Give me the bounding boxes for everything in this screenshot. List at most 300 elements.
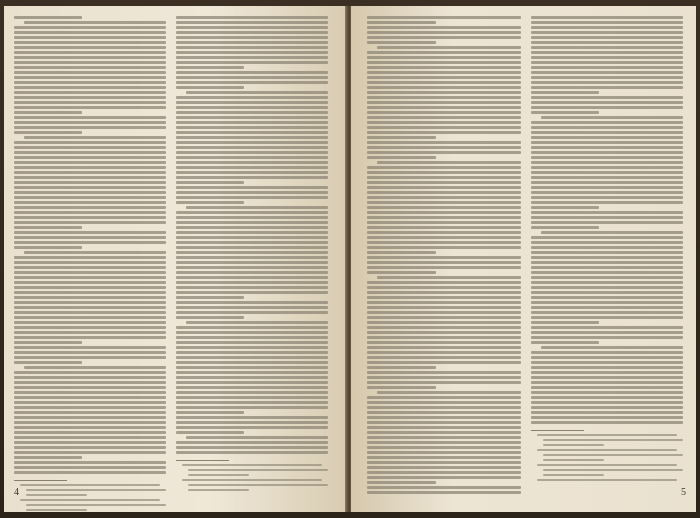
text-line (176, 216, 328, 219)
text-line (176, 416, 328, 419)
right-page-column-1 (367, 16, 521, 486)
text-line (367, 361, 521, 364)
text-line (14, 401, 166, 404)
text-line (176, 286, 328, 289)
text-line (367, 476, 521, 479)
text-line (14, 371, 166, 374)
text-line (531, 51, 683, 54)
text-line (531, 156, 683, 159)
text-line (367, 466, 521, 469)
text-line (176, 366, 328, 369)
text-line (367, 181, 521, 184)
text-line (531, 371, 683, 374)
text-line (367, 486, 521, 489)
text-line (176, 131, 328, 134)
text-line (14, 146, 166, 149)
text-line (14, 51, 166, 54)
text-line (531, 316, 683, 319)
text-line (176, 86, 244, 89)
text-line (14, 56, 166, 59)
text-line (14, 81, 166, 84)
text-line (176, 21, 328, 24)
text-line (176, 311, 328, 314)
text-line (14, 276, 166, 279)
text-line (367, 311, 521, 314)
text-line (531, 236, 683, 239)
text-line (14, 241, 166, 244)
text-line (176, 16, 328, 19)
text-line (367, 331, 521, 334)
left-page-column-2 (176, 16, 328, 486)
text-line (14, 206, 166, 209)
text-line (531, 86, 683, 89)
text-line (14, 36, 166, 39)
text-line (176, 391, 328, 394)
text-line (176, 411, 244, 414)
text-line (14, 141, 166, 144)
text-line (14, 286, 166, 289)
text-line (367, 96, 521, 99)
text-line (541, 346, 683, 349)
text-line (367, 416, 521, 419)
text-line (176, 166, 328, 169)
text-line (531, 76, 683, 79)
text-line (367, 196, 521, 199)
text-line (14, 71, 166, 74)
text-line (367, 351, 521, 354)
text-line (176, 176, 328, 179)
text-line (14, 271, 166, 274)
text-line (531, 111, 599, 114)
footnote-line (188, 489, 249, 491)
text-line (176, 56, 328, 59)
text-line (367, 461, 521, 464)
text-line (176, 101, 328, 104)
text-line (531, 286, 683, 289)
text-line (176, 71, 328, 74)
text-line (14, 101, 166, 104)
text-line (367, 191, 521, 194)
text-line (14, 106, 166, 109)
text-line (367, 441, 521, 444)
text-line (14, 61, 166, 64)
footnote-line (188, 484, 328, 486)
text-line (14, 441, 166, 444)
text-line (367, 371, 521, 374)
text-line (14, 261, 166, 264)
text-line (14, 221, 166, 224)
text-line (367, 446, 521, 449)
text-line (531, 386, 683, 389)
text-line (367, 201, 521, 204)
text-line (531, 421, 683, 424)
text-line (14, 461, 166, 464)
text-line (176, 381, 328, 384)
text-line (531, 196, 683, 199)
text-line (176, 376, 328, 379)
text-line (14, 421, 166, 424)
text-line (367, 431, 521, 434)
text-line (176, 326, 328, 329)
text-line (14, 16, 82, 19)
text-line (367, 126, 521, 129)
text-line (531, 401, 683, 404)
text-line (367, 401, 521, 404)
text-line (531, 391, 683, 394)
text-line (531, 416, 683, 419)
text-line (367, 291, 521, 294)
text-line (531, 216, 683, 219)
text-line (176, 256, 328, 259)
left-page-number: 4 (14, 487, 19, 498)
text-line (531, 56, 683, 59)
text-line (186, 321, 328, 324)
text-line (367, 406, 521, 409)
text-line (176, 46, 328, 49)
text-line (176, 251, 328, 254)
text-line (531, 181, 683, 184)
text-line (367, 301, 521, 304)
text-line (176, 146, 328, 149)
text-line (14, 196, 166, 199)
text-line (14, 321, 166, 324)
text-line (367, 106, 521, 109)
text-line (531, 186, 683, 189)
text-line (367, 286, 521, 289)
text-line (367, 141, 521, 144)
text-line (14, 91, 166, 94)
text-line (367, 171, 521, 174)
text-line (367, 16, 521, 19)
text-line (176, 236, 328, 239)
text-line (531, 251, 683, 254)
footnote-line (20, 484, 160, 486)
text-line (367, 366, 436, 369)
text-line (531, 166, 683, 169)
text-line (531, 176, 683, 179)
text-line (14, 411, 166, 414)
text-line (531, 261, 683, 264)
text-line (531, 16, 683, 19)
text-line (176, 186, 328, 189)
text-line (176, 371, 328, 374)
text-line (14, 431, 166, 434)
footnote-line (537, 434, 677, 436)
footnote-line (543, 474, 604, 476)
text-line (531, 61, 683, 64)
text-line (531, 211, 683, 214)
text-line (14, 171, 166, 174)
text-line (176, 96, 328, 99)
footnote-line (182, 479, 322, 481)
footnote-line (26, 509, 87, 511)
footnote-rule (176, 460, 229, 461)
text-line (367, 156, 436, 159)
text-line (531, 221, 683, 224)
text-line (14, 356, 166, 359)
text-line (14, 76, 166, 79)
text-line (531, 26, 683, 29)
text-line (531, 66, 683, 69)
text-line (367, 41, 436, 44)
text-line (367, 151, 521, 154)
text-line (14, 111, 82, 114)
text-line (14, 331, 166, 334)
text-line (14, 201, 166, 204)
text-line (176, 386, 328, 389)
text-line (14, 376, 166, 379)
text-line (176, 106, 328, 109)
text-line (176, 406, 328, 409)
text-line (14, 226, 82, 229)
text-line (531, 336, 683, 339)
text-line (531, 31, 683, 34)
text-line (14, 416, 166, 419)
text-line (14, 131, 82, 134)
text-line (176, 426, 328, 429)
text-line (14, 471, 166, 474)
text-line (176, 171, 328, 174)
text-line (14, 381, 166, 384)
text-line (531, 406, 683, 409)
text-line (367, 326, 521, 329)
text-line (176, 276, 328, 279)
text-line (186, 91, 328, 94)
text-line (14, 236, 166, 239)
footnote-line (20, 499, 160, 501)
text-line (176, 126, 328, 129)
text-line (367, 26, 521, 29)
right-page-number: 5 (681, 487, 686, 498)
text-line (367, 491, 521, 494)
text-line (531, 191, 683, 194)
text-line (367, 336, 521, 339)
text-line (367, 21, 436, 24)
text-line (367, 81, 521, 84)
text-line (14, 231, 166, 234)
text-line (531, 151, 683, 154)
text-line (367, 346, 521, 349)
text-line (14, 211, 166, 214)
footnote-line (26, 494, 87, 496)
text-line (531, 306, 683, 309)
text-line (531, 356, 683, 359)
text-line (14, 426, 166, 429)
text-line (367, 56, 521, 59)
footnote-line (26, 504, 166, 506)
text-line (14, 456, 82, 459)
text-line (176, 31, 328, 34)
text-line (367, 451, 521, 454)
text-line (367, 261, 521, 264)
text-line (377, 161, 521, 164)
text-line (176, 61, 328, 64)
right-page (351, 6, 696, 512)
text-line (14, 291, 166, 294)
text-line (14, 386, 166, 389)
text-line (367, 271, 436, 274)
text-line (14, 46, 166, 49)
text-line (176, 141, 328, 144)
text-line (531, 36, 683, 39)
text-line (176, 441, 328, 444)
text-line (14, 126, 166, 129)
footnote-line (182, 464, 322, 466)
text-line (531, 226, 599, 229)
text-line (367, 481, 436, 484)
text-line (176, 51, 328, 54)
text-line (531, 106, 683, 109)
text-line (367, 186, 521, 189)
text-line (176, 66, 244, 69)
text-line (367, 166, 521, 169)
text-line (14, 166, 166, 169)
footnote-line (543, 459, 604, 461)
text-line (531, 136, 683, 139)
text-line (531, 381, 683, 384)
text-line (541, 116, 683, 119)
text-line (531, 266, 683, 269)
text-line (176, 231, 328, 234)
text-line (24, 366, 166, 369)
footnote-line (537, 449, 677, 451)
text-line (186, 206, 328, 209)
text-line (367, 241, 521, 244)
text-line (14, 121, 166, 124)
text-line (531, 341, 599, 344)
text-line (176, 116, 328, 119)
text-line (367, 236, 521, 239)
text-line (367, 356, 521, 359)
text-line (14, 296, 166, 299)
text-line (531, 326, 683, 329)
text-line (14, 96, 166, 99)
text-line (367, 341, 521, 344)
text-line (176, 246, 328, 249)
text-line (14, 306, 166, 309)
text-line (531, 396, 683, 399)
text-line (24, 136, 166, 139)
text-line (14, 326, 166, 329)
text-line (176, 421, 328, 424)
text-line (531, 281, 683, 284)
left-page (4, 6, 347, 512)
text-line (367, 221, 521, 224)
text-line (367, 66, 521, 69)
text-line (14, 451, 166, 454)
text-line (14, 446, 166, 449)
text-line (531, 351, 683, 354)
text-line (531, 96, 683, 99)
right-page-column-2 (531, 16, 683, 486)
text-line (176, 336, 328, 339)
text-line (14, 346, 166, 349)
text-line (14, 351, 166, 354)
text-line (367, 226, 521, 229)
text-line (14, 181, 166, 184)
text-line (531, 41, 683, 44)
text-line (531, 376, 683, 379)
text-line (176, 451, 328, 454)
text-line (176, 41, 328, 44)
text-line (367, 421, 521, 424)
footnote-line (188, 474, 249, 476)
text-line (531, 46, 683, 49)
text-line (14, 31, 166, 34)
text-line (176, 36, 328, 39)
text-line (367, 61, 521, 64)
text-line (367, 376, 521, 379)
text-line (531, 146, 683, 149)
text-line (176, 111, 328, 114)
text-line (367, 381, 521, 384)
text-line (176, 351, 328, 354)
text-line (176, 201, 244, 204)
text-line (531, 291, 683, 294)
text-line (367, 436, 521, 439)
text-line (531, 366, 683, 369)
text-line (531, 131, 683, 134)
text-line (377, 46, 521, 49)
text-line (14, 311, 166, 314)
text-line (367, 216, 521, 219)
footnote-line (188, 469, 328, 471)
text-line (176, 361, 328, 364)
text-line (14, 301, 166, 304)
text-line (14, 316, 166, 319)
text-line (176, 161, 328, 164)
text-line (531, 141, 683, 144)
text-line (176, 221, 328, 224)
text-line (377, 276, 521, 279)
text-line (367, 131, 521, 134)
text-line (14, 116, 166, 119)
text-line (24, 251, 166, 254)
text-line (367, 231, 521, 234)
text-line (531, 276, 683, 279)
text-line (176, 346, 328, 349)
text-line (14, 66, 166, 69)
text-line (176, 241, 328, 244)
text-line (176, 396, 328, 399)
text-line (176, 281, 328, 284)
text-line (14, 266, 166, 269)
text-line (367, 266, 521, 269)
text-line (176, 121, 328, 124)
text-line (176, 446, 328, 449)
text-line (367, 426, 521, 429)
text-line (367, 121, 521, 124)
text-line (176, 151, 328, 154)
text-line (176, 356, 328, 359)
text-line (176, 401, 328, 404)
text-line (531, 21, 683, 24)
text-line (367, 386, 436, 389)
text-line (531, 171, 683, 174)
text-line (14, 256, 166, 259)
text-line (176, 211, 328, 214)
text-line (367, 211, 521, 214)
text-line (541, 231, 683, 234)
text-line (176, 181, 244, 184)
text-line (14, 466, 166, 469)
text-line (176, 26, 328, 29)
text-line (531, 206, 599, 209)
text-line (14, 361, 82, 364)
text-line (14, 436, 166, 439)
text-line (367, 411, 521, 414)
text-line (14, 396, 166, 399)
